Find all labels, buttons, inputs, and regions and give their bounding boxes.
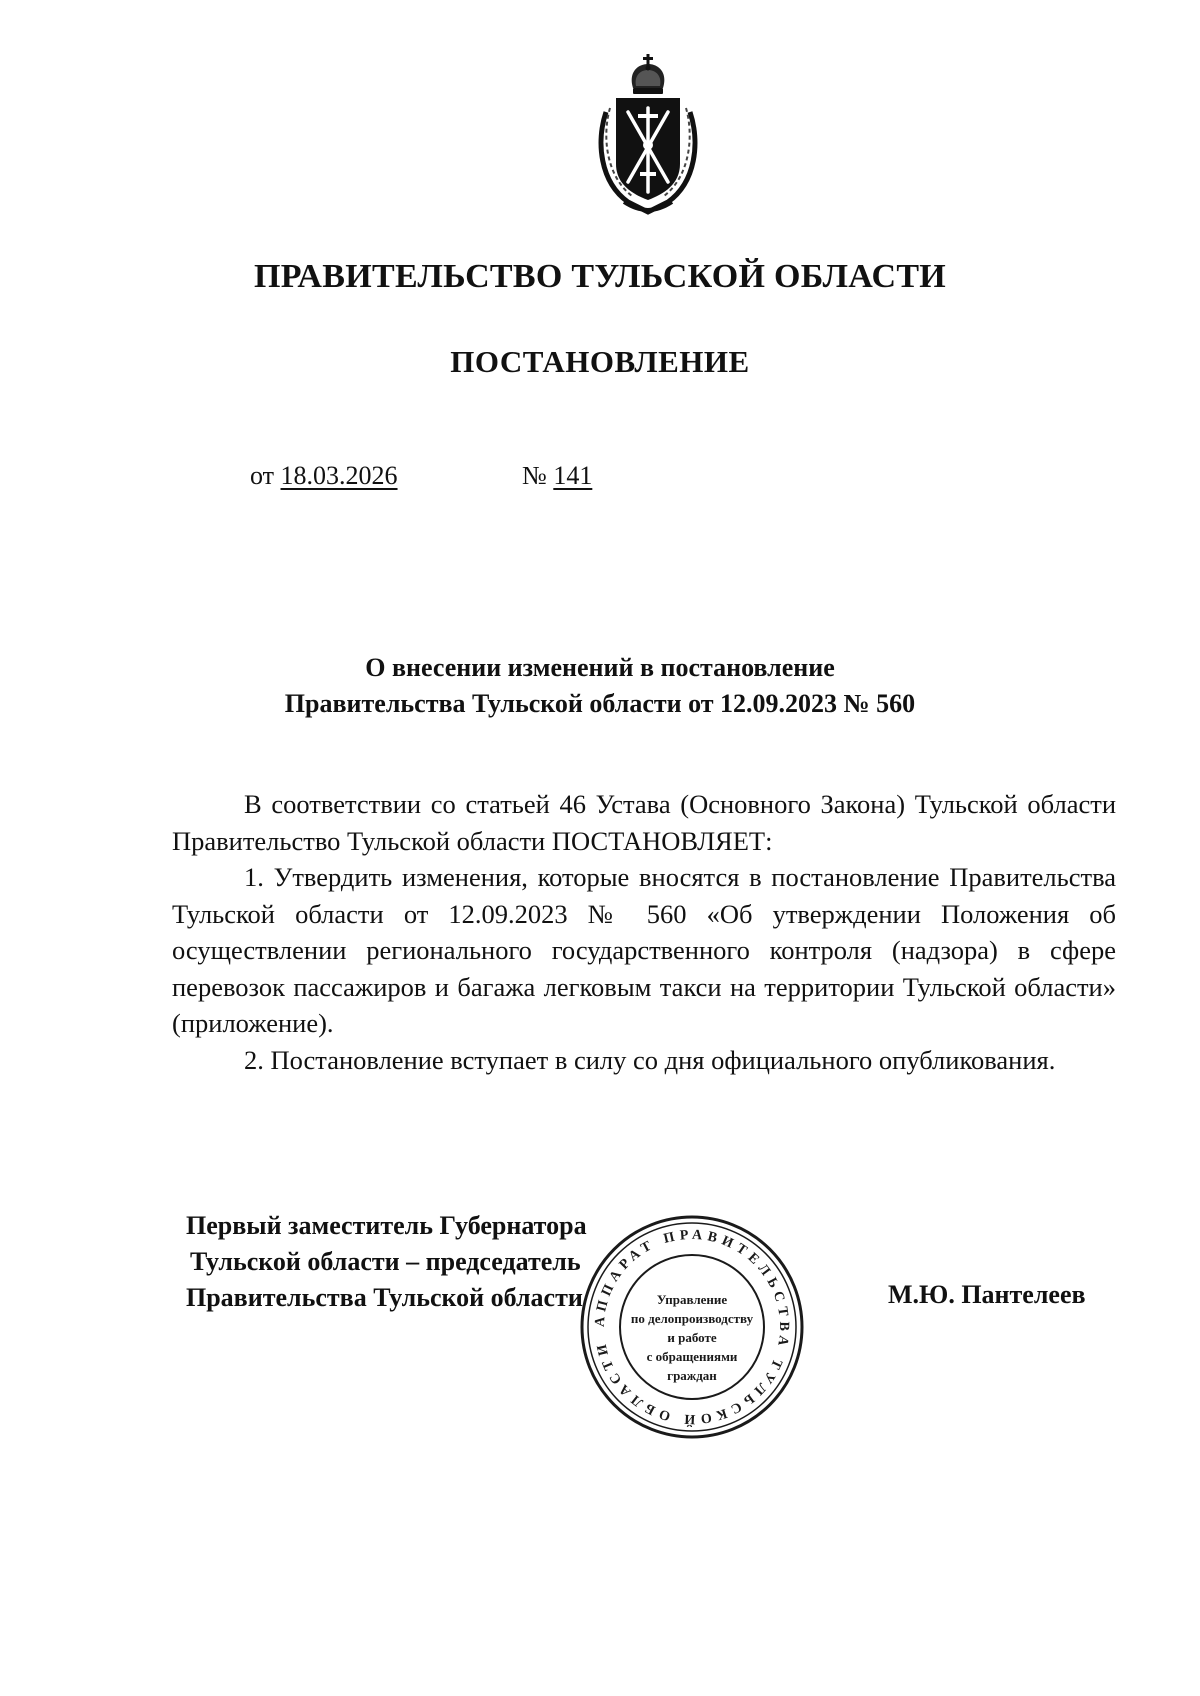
stamp-ring-text: АППАРАТ ПРАВИТЕЛЬСТВА ТУЛЬСКОЙ ОБЛАСТИ — [592, 1227, 792, 1427]
stamp-center-line: по делопроизводству — [630, 1311, 754, 1326]
subject-line: Правительства Тульской области от 12.09.2023 № 560 — [284, 689, 916, 718]
body-paragraph-preamble: В соответствии со статьей 46 Устава (Основного Закона) Тульской области Правительство Тульской области ПОСТАНОВЛЯЕТ: — [172, 789, 1116, 856]
body-paragraph-item-2: 2. Постановление вступает в силу со дня официального опубликования. — [244, 1044, 1056, 1075]
document-date — [250, 461, 398, 491]
number-prefix: № — [522, 461, 547, 490]
signatory-position-line: Тульской области – председатель — [190, 1247, 581, 1276]
document-type-title: ПОСТАНОВЛЕНИЕ — [450, 344, 750, 379]
signatory-position — [186, 1208, 587, 1316]
official-stamp — [577, 1212, 807, 1442]
stamp-center-line: Управление — [656, 1292, 728, 1307]
document-subject — [0, 650, 1200, 722]
tula-region-coat-of-arms-icon — [588, 52, 708, 218]
stamp-center-line: с обращениями — [646, 1349, 738, 1364]
signatory-position-line: Правительства Тульской области — [186, 1283, 583, 1312]
signatory-name: М.Ю. Пантелеев — [888, 1280, 1086, 1309]
stamp-center-line: граждан — [667, 1368, 717, 1383]
subject-line: О внесении изменений в постановление — [365, 653, 835, 682]
body-paragraph-item-1: 1. Утвердить изменения, которые вносятся в постановление Правительства Тульской области от 12.09.2023 № 560 «Об утверждении Положения об осуществлении регионального государственного контроля (надзора) в сфере перевозок пассажиров и багажа легковым такси на территории Тульской области» (приложение). — [172, 862, 1116, 1038]
stamp-center-line: и работе — [667, 1330, 717, 1345]
document-number — [522, 461, 592, 491]
number-value: 141 — [553, 461, 593, 490]
date-value: 18.03.2026 — [280, 461, 398, 490]
document-body — [172, 786, 1116, 1078]
government-title: ПРАВИТЕЛЬСТВО ТУЛЬСКОЙ ОБЛАСТИ — [253, 258, 947, 295]
signatory-position-line: Первый заместитель Губернатора — [186, 1211, 587, 1240]
date-prefix: от — [250, 461, 275, 490]
